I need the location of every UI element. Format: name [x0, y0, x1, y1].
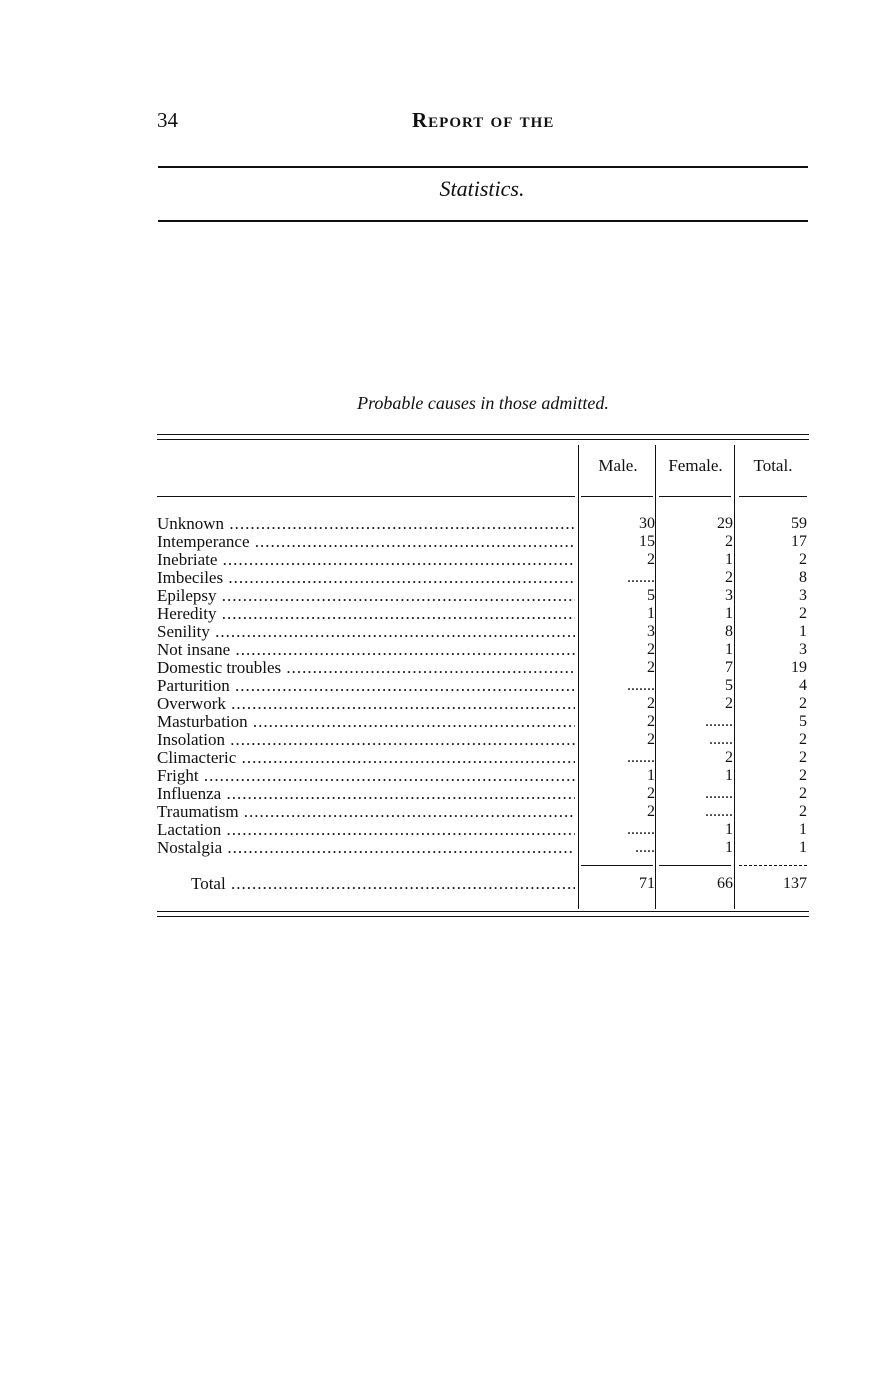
male-cell: .......	[627, 749, 655, 766]
table-row	[157, 515, 809, 533]
total-cell: 2	[799, 749, 807, 766]
female-cell: 5	[725, 677, 733, 694]
table-top-rule	[157, 434, 809, 435]
table-bottom-rule	[157, 911, 809, 912]
total-rule-male	[581, 865, 653, 866]
female-cell: 2	[725, 533, 733, 550]
page-number: 34	[157, 108, 178, 132]
total-rule-female	[659, 865, 731, 866]
row-label: Intemperance .....	[157, 533, 575, 551]
table-top-rule-inner	[157, 439, 809, 440]
female-cell: .......	[705, 803, 733, 820]
table-row	[157, 749, 809, 767]
row-label: Imbeciles .....	[157, 569, 575, 587]
female-cell: 1	[725, 821, 733, 838]
total-cell: 4	[799, 677, 807, 694]
table-row	[157, 821, 809, 839]
total-rule-total	[739, 865, 807, 866]
section-rule	[158, 220, 808, 222]
table-row	[157, 587, 809, 605]
row-label: Climacteric .....	[157, 749, 575, 767]
row-label: Lactation .....	[157, 821, 575, 839]
male-cell: 1	[647, 605, 655, 622]
total-cell: 2	[799, 767, 807, 784]
grand-total-cell: 137	[783, 875, 807, 892]
row-label: Influenza .....	[157, 785, 575, 803]
male-cell: .......	[627, 677, 655, 694]
column-header-male: Male.	[598, 456, 638, 475]
row-label: Fright .....	[157, 767, 575, 785]
row-label: Heredity .....	[157, 605, 575, 623]
total-cell: 2	[799, 803, 807, 820]
female-cell: 29	[717, 515, 733, 532]
male-cell: 2	[647, 551, 655, 568]
female-cell: 8	[725, 623, 733, 640]
header-rule-male	[581, 496, 653, 497]
male-cell: 15	[639, 533, 655, 550]
table-body	[157, 515, 809, 857]
total-cell: 2	[799, 605, 807, 622]
total-cell: 17	[791, 533, 807, 550]
male-cell: 30	[639, 515, 655, 532]
total-label: Total .....	[191, 874, 575, 894]
total-female-cell: 66	[717, 875, 733, 892]
female-cell: 1	[725, 767, 733, 784]
table-row	[157, 713, 809, 731]
total-cell: 2	[799, 551, 807, 568]
header-rule-total	[739, 496, 807, 497]
table-row	[157, 605, 809, 623]
header-rule-label	[157, 496, 575, 497]
table-row	[157, 533, 809, 551]
row-label: Senility .....	[157, 623, 575, 641]
table-bottom-rule-inner	[157, 916, 809, 917]
male-cell: .......	[627, 821, 655, 838]
causes-table	[157, 432, 809, 920]
row-label: Inebriate .....	[157, 551, 575, 569]
column-header-total: Total.	[753, 456, 793, 475]
table-total-row	[157, 874, 809, 894]
male-cell: 2	[647, 713, 655, 730]
row-label: Overwork .....	[157, 695, 575, 713]
header-rule-female	[659, 496, 731, 497]
table-row	[157, 569, 809, 587]
male-cell: 2	[647, 731, 655, 748]
table-row	[157, 803, 809, 821]
male-cell: .....	[635, 839, 655, 856]
row-label: Unknown .....	[157, 515, 575, 533]
female-cell: 2	[725, 569, 733, 586]
female-cell: 1	[725, 641, 733, 658]
male-cell: 2	[647, 659, 655, 676]
male-cell: 2	[647, 695, 655, 712]
column-header-female: Female.	[668, 456, 723, 475]
table-row	[157, 839, 809, 857]
female-cell: 3	[725, 587, 733, 604]
male-cell: 5	[647, 587, 655, 604]
running-header: Report of the	[412, 108, 555, 132]
row-label: Insolation .....	[157, 731, 575, 749]
total-cell: 1	[799, 623, 807, 640]
row-label: Parturition .....	[157, 677, 575, 695]
total-male-cell: 71	[639, 875, 655, 892]
total-cell: 3	[799, 641, 807, 658]
row-label: Not insane .....	[157, 641, 575, 659]
male-cell: .......	[627, 569, 655, 586]
male-cell: 2	[647, 803, 655, 820]
table-row	[157, 641, 809, 659]
female-cell: 2	[725, 695, 733, 712]
total-cell: 8	[799, 569, 807, 586]
total-cell: 3	[799, 587, 807, 604]
table-row	[157, 731, 809, 749]
section-title: Statistics.	[439, 176, 525, 201]
row-label: Traumatism .....	[157, 803, 575, 821]
total-cell: 59	[791, 515, 807, 532]
row-label: Nostalgia .....	[157, 839, 575, 857]
table-row	[157, 551, 809, 569]
female-cell: 1	[725, 551, 733, 568]
total-cell: 2	[799, 785, 807, 802]
female-cell: 1	[725, 839, 733, 856]
male-cell: 1	[647, 767, 655, 784]
total-cell: 1	[799, 839, 807, 856]
female-cell: 1	[725, 605, 733, 622]
female-cell: 2	[725, 749, 733, 766]
female-cell: 7	[725, 659, 733, 676]
row-label: Epilepsy .....	[157, 587, 575, 605]
total-cell: 19	[791, 659, 807, 676]
total-cell: 1	[799, 821, 807, 838]
table-row	[157, 659, 809, 677]
male-cell: 2	[647, 641, 655, 658]
table-title: Probable causes in those admitted.	[357, 393, 609, 413]
table-row	[157, 623, 809, 641]
row-label: Domestic troubles .....	[157, 659, 575, 677]
male-cell: 3	[647, 623, 655, 640]
male-cell: 2	[647, 785, 655, 802]
total-cell: 2	[799, 731, 807, 748]
top-rule	[158, 166, 808, 168]
total-cell: 5	[799, 713, 807, 730]
table-row	[157, 677, 809, 695]
female-cell: ......	[709, 731, 733, 748]
table-row	[157, 785, 809, 803]
total-cell: 2	[799, 695, 807, 712]
female-cell: .......	[705, 713, 733, 730]
female-cell: .......	[705, 785, 733, 802]
table-row	[157, 767, 809, 785]
row-label: Masturbation .....	[157, 713, 575, 731]
table-row	[157, 695, 809, 713]
